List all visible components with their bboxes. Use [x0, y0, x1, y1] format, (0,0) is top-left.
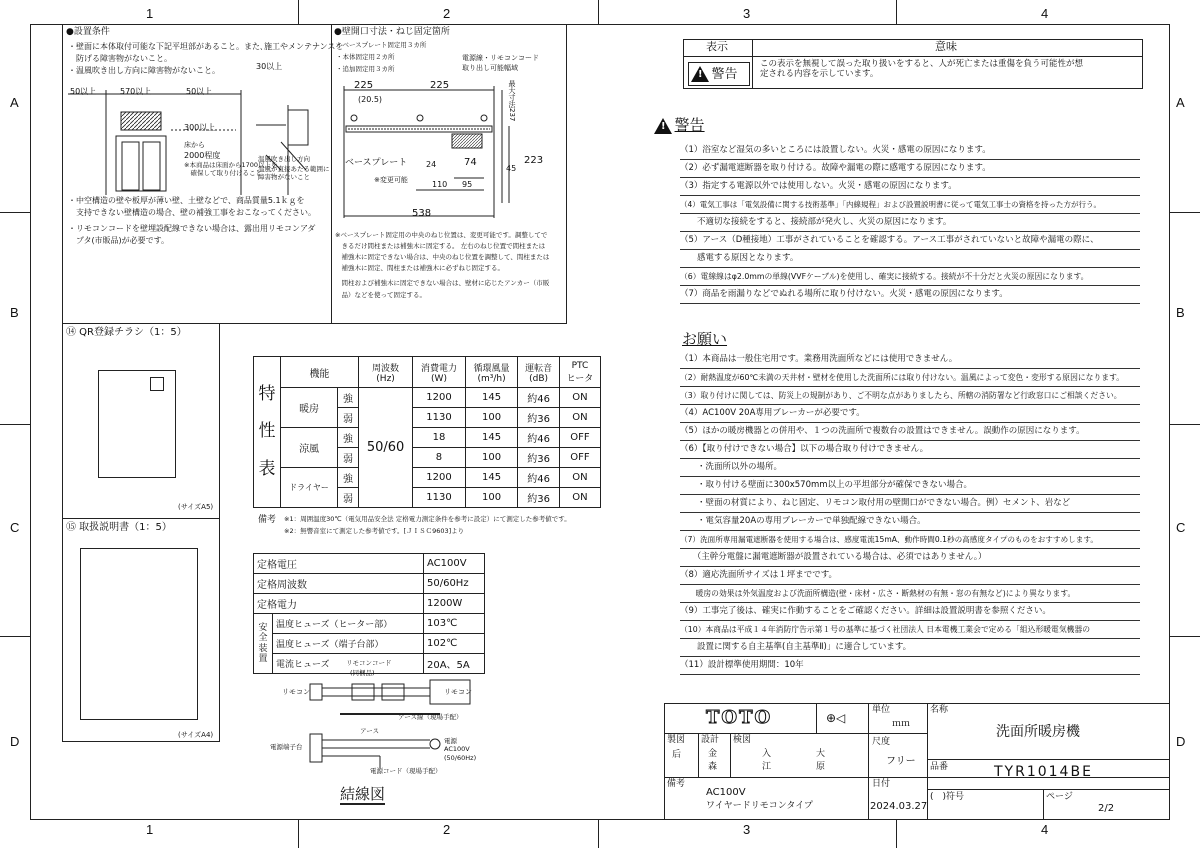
cord-note: 取り出し可能幅域: [462, 64, 518, 72]
request-item: ・取り付ける壁面に300x570mm以上の平坦部分が確保できない場合。: [680, 477, 1140, 495]
warning-title: [654, 117, 705, 134]
warning-item: （5）アース（D種接地）工事がされていることを確認する。アース工事がされていないと故障や漏電の際に、: [680, 232, 1140, 250]
ruler-col-1-bottom: 1: [146, 822, 154, 837]
request-item: （1）本商品は一般住宅用です。業務用洗面所などには使用できません。: [680, 351, 1140, 369]
wiring-earth: アース線（現場手配）: [398, 713, 463, 721]
base-plate-label: ベースプレート: [345, 158, 408, 168]
spec-ptc: OFF: [559, 428, 600, 448]
request-item: （4）AC100V 20A専用ブレーカーが必要です。: [680, 405, 1140, 423]
rating-key: 定格電圧: [254, 554, 424, 574]
spec-note: ※2：無響音室にて測定した参考値です。[ＪＩＳＣ9603]より: [284, 527, 465, 535]
spec-flow: 145: [465, 388, 518, 408]
ruler-row-a-right: A: [1176, 95, 1185, 110]
title-block-line: [868, 733, 928, 734]
wiring-remote-cord: (同梱品): [350, 669, 375, 677]
title-block-line: [730, 733, 731, 777]
dim-225-right: 225: [430, 80, 450, 91]
spec-header: PTC ヒータ: [559, 357, 600, 388]
wall-note: 品）などを使って固定する。: [335, 291, 426, 299]
ruler-tick: [1170, 636, 1200, 637]
spec-flow: 145: [465, 468, 518, 488]
legend-warning-label: 警告: [711, 67, 738, 82]
dim-225-left: 225: [354, 80, 374, 91]
spec-power: 1130: [413, 408, 466, 428]
dim-24: 24: [426, 160, 437, 169]
spec-ptc: ON: [559, 388, 600, 408]
ruler-row-b-left: B: [10, 305, 19, 320]
spec-noise: 約36: [518, 448, 560, 468]
request-item: 暖房の効果は外気温度および洗面所構造(壁・床材・広さ・断熱材の有無・窓の有無など)により異なります。: [680, 585, 1140, 603]
dim-237: 最大寸法237: [508, 80, 517, 122]
install-note: プタ(市販品)が必要です。: [68, 236, 170, 245]
product-name: 洗面所暖房機: [996, 724, 1080, 740]
manual-size: (サイズA4): [178, 731, 214, 739]
projection-symbol-icon: ⊕◁: [826, 711, 846, 725]
rating-side-label: 安 全 装 置: [254, 614, 273, 674]
wiring-earth2: アース: [360, 727, 379, 735]
ruler-tick: [0, 636, 30, 637]
ruler-row-a-left: A: [10, 95, 19, 110]
install-note: 防げる障害物がないこと。: [68, 54, 172, 63]
request-item: （9）工事完了後は、確実に作動することをご確認ください。詳細は設置説明書を参照ください。: [680, 603, 1140, 621]
check-label: 検図: [733, 735, 752, 745]
check-value: 入 江: [762, 749, 772, 772]
rating-value: 50/60Hz: [423, 574, 484, 594]
ruler-tick: [1170, 424, 1200, 425]
qr-size: (サイズA5): [178, 503, 214, 511]
request-item: （11）設計標準使用期間：10年: [680, 657, 1140, 675]
spec-ptc: ON: [559, 488, 600, 508]
wiring-remote: リモコン: [282, 688, 310, 696]
title-block-line: [698, 733, 699, 777]
ruler-col-3-bottom: 3: [743, 822, 751, 837]
ruler-col-2-bottom: 2: [443, 822, 451, 837]
rating-value: 1200W: [423, 594, 484, 614]
draft-value: 后: [672, 750, 682, 760]
note-label: 備考: [667, 779, 686, 789]
brand-logo: TOTO: [706, 707, 773, 728]
scale-label: 尺度: [872, 737, 891, 747]
rating-key: 定格電力: [254, 594, 424, 614]
warning-triangle-icon: [691, 66, 709, 82]
request-item: （10）本商品は平成１４年消防庁告示第１号の基準に基づく社団法人 日本電機工業会で定める「組込形暖電気機器の: [680, 621, 1140, 639]
request-item: （6）【取り付けできない場合】以下の場合取り付けできません。: [680, 441, 1140, 459]
wall-note: ※ベースプレート固定用の中央のねじ位置は、変更可能です。調整してで: [335, 231, 548, 239]
spec-group: 涼風: [281, 428, 338, 468]
request-item: （3）取り付けに関しては、防災上の規制があり、ご不明な点がありましたら、所轄の消防署など行政窓口にご相談ください。: [680, 387, 1140, 405]
wiring-remote-unit: リモコン: [444, 688, 472, 696]
dim-50-right: 50以上: [186, 87, 213, 96]
wall-note: きるだけ間柱または補強木に固定する。 左右のねじ位置で間柱または: [335, 242, 546, 250]
spec-header: 機能: [281, 357, 359, 388]
cord-note: 電源線・リモコンコード: [462, 54, 539, 62]
floor-note: ※本商品は床面から1700以上を: [184, 161, 278, 169]
rating-key: 温度ヒューズ（ヒーター部）: [273, 614, 424, 634]
airflow-note: 障害物がないこと: [258, 173, 310, 181]
ruler-tick: [298, 0, 299, 24]
spec-mode: 強: [338, 428, 359, 448]
wiring-remote-cord: リモコンコード: [346, 659, 392, 667]
request-item: （5）ほかの暖房機器との併用や、１つの洗面所で複数台の設置はできません。誤動作の原因になります。: [680, 423, 1140, 441]
warning-heading: 警告: [674, 116, 705, 134]
title-block-line: [927, 759, 1170, 760]
request-heading: お願い: [682, 330, 728, 348]
spec-flow: 100: [465, 488, 518, 508]
wall-note: 補強木に固定できない場合は、中央のねじ位置を調整して、間柱または: [335, 253, 550, 261]
spec-header: 循環風量 (m³/h): [465, 357, 518, 388]
rating-key: 温度ヒューズ（端子台部）: [273, 634, 424, 654]
spec-header: 周波数 (Hz): [358, 357, 412, 388]
dim-538: 538: [412, 208, 432, 219]
warning-item: 不適切な接続をすると、接続部が発火し、火災の原因になります。: [680, 214, 1140, 232]
ruler-tick: [896, 0, 897, 24]
name-label: 名称: [930, 705, 949, 715]
wiring-power: AC100V: [444, 745, 470, 753]
dim-95: 95: [462, 180, 473, 189]
page-value: 2/2: [1098, 803, 1115, 814]
wiring-power: (50/60Hz): [444, 754, 477, 762]
install-note: ・リモコンコードを壁埋設配線できない場合は、露出用リモコンアダ: [68, 224, 316, 233]
spec-group: 暖房: [281, 388, 338, 428]
rating-key: 定格周波数: [254, 574, 424, 594]
spec-power: 18: [413, 428, 466, 448]
part-label: 品番: [930, 762, 949, 772]
wiring-power: 電源: [444, 737, 457, 745]
dim-223: 223: [524, 155, 544, 166]
design-value: 金 森: [708, 749, 718, 772]
warning-item: （2）必ず漏電遮断器を取り付ける。故障や漏電の際に感電する原因になります。: [680, 160, 1140, 178]
spec-noise: 約46: [518, 468, 560, 488]
ruler-tick: [598, 820, 599, 848]
install-note: ・中空構造の壁や板厚が薄い壁、土壁などで、商品質量5.1ｋｇを: [68, 196, 305, 205]
wall-legend: ・ベースプレート固定用３カ所: [336, 41, 427, 49]
install-note: 支持できない壁構造の場合、壁の補強工事をおこなってください。: [68, 208, 316, 217]
legend-header: 表示: [706, 40, 728, 53]
ruler-tick: [0, 424, 30, 425]
rating-value: 103℃: [423, 614, 484, 634]
airflow-note: 温風吹き出し方向: [258, 155, 310, 163]
request-item: （2）耐熱温度が60℃未満の天井材・壁材を使用した洗面所には取り付けない。温風によって変色・変形する原因になります。: [680, 369, 1140, 387]
warning-item: （7）商品を雨漏りなどでぬれる場所に取り付けない。火災・感電の原因になります。: [680, 286, 1140, 304]
ruler-row-c-left: C: [10, 520, 20, 535]
ruler-tick: [0, 212, 30, 213]
ruler-row-c-right: C: [1176, 520, 1186, 535]
request-item: （主幹分電盤に漏電遮断器が設置されている場合は、必須ではありません。）: [680, 549, 1140, 567]
design-label: 設計: [701, 735, 720, 745]
request-item: ・電気容量20Aの専用ブレーカーで単独配線できない場合。: [680, 513, 1140, 531]
request-item: ・洗面所以外の場所。: [680, 459, 1140, 477]
manual-illustration: [80, 548, 198, 720]
spec-freq: 50/60: [358, 388, 412, 508]
wiring-terminal: 電源端子台: [270, 743, 303, 751]
spec-noise: 約46: [518, 388, 560, 408]
title-block-line: [1043, 789, 1044, 820]
rating-value: 20A、5A: [423, 654, 484, 674]
title-block-line: [868, 703, 869, 820]
draft-label: 製図: [667, 735, 686, 745]
floor-note: 2000程度: [184, 151, 221, 160]
date-label: 日付: [872, 779, 891, 789]
spec-mode: 弱: [338, 488, 359, 508]
spec-mode: 強: [338, 388, 359, 408]
wall-title: ●壁開口寸法・ねじ固定箇所: [334, 27, 450, 37]
spec-note-label: 備考: [258, 515, 277, 525]
unit-value: ｍｍ: [892, 719, 911, 729]
spec-power: 1200: [413, 388, 466, 408]
dim-20-5: (20.5): [358, 95, 383, 104]
legend-warning-symbol: [688, 62, 750, 86]
warning-item: （3）指定する電源以外では使用しない。火災・感電の原因になります。: [680, 178, 1140, 196]
part-number: TYR1014BE: [994, 764, 1093, 780]
ruler-tick: [598, 0, 599, 24]
spec-group: ドライヤー: [281, 468, 338, 508]
ruler-tick: [1170, 212, 1200, 213]
wiring-cord: 電源コード（現場手配）: [370, 767, 442, 775]
note-value: AC100V: [706, 787, 746, 798]
date-value: 2024.03.27: [870, 801, 928, 812]
spec-flow: 100: [465, 448, 518, 468]
dim-30: 30以上: [256, 62, 283, 71]
spec-mode: 弱: [338, 408, 359, 428]
ruler-col-4-top: 4: [1041, 6, 1049, 21]
install-title: ●設置条件: [66, 27, 110, 37]
unit-label: 単位: [872, 705, 891, 715]
dim-50-left: 50以上: [70, 87, 97, 96]
ruler-row-d-left: D: [10, 734, 20, 749]
dim-74: 74: [464, 157, 477, 168]
legend-header: 意味: [935, 40, 957, 53]
title-block-line: [816, 703, 817, 733]
spec-ptc: ON: [559, 408, 600, 428]
spec-note: ※1：周囲温度30℃（電気用品安全法 定格電力測定条件を参考に設定）にて測定した参考値です。: [284, 515, 571, 523]
warning-item: （1）浴室など湿気の多いところには設置しない。火災・感電の原因になります。: [680, 142, 1140, 160]
spec-side-label: 特 性 表: [254, 357, 281, 508]
ruler-row-d-right: D: [1176, 734, 1186, 749]
warning-item: 感電する原因となります。: [680, 250, 1140, 268]
spec-power: 8: [413, 448, 466, 468]
scale-value: フリー: [886, 756, 916, 767]
spec-mode: 強: [338, 468, 359, 488]
title-block-line: [927, 789, 1170, 790]
ruler-tick: [896, 820, 897, 848]
install-note: ・温風吹き出し方向に障害物がないこと。: [68, 66, 220, 75]
ruler-row-b-right: B: [1176, 305, 1185, 320]
spec-power: 1200: [413, 468, 466, 488]
request-item: ・壁面の材質により、ねじ固定、リモコン取付用の壁開口ができない場合。例）セメント、岩など: [680, 495, 1140, 513]
spec-noise: 約36: [518, 408, 560, 428]
spec-noise: 約36: [518, 488, 560, 508]
legend-divider: [752, 39, 753, 89]
rating-value: AC100V: [423, 554, 484, 574]
dim-110: 110: [432, 180, 448, 189]
spec-power: 1130: [413, 488, 466, 508]
dim-300: 300以上: [184, 123, 216, 132]
dim-45: 45: [506, 164, 517, 173]
ruler-tick: [298, 820, 299, 848]
legend-meaning: この表示を無視して誤った取り扱いをすると、人が死亡または重傷を負う可能性が想定される内容を示しています。: [760, 59, 1084, 79]
spec-header: 消費電力 (W): [413, 357, 466, 388]
warning-list: [680, 142, 1140, 304]
qr-code-icon: [150, 377, 164, 391]
floor-note: 確保して取り付けること: [184, 169, 262, 177]
rating-table: [253, 553, 485, 674]
page-label: ページ: [1046, 792, 1073, 802]
request-item: 設置に関する自主基準(自主基準Ⅱ)」に適合しています。: [680, 639, 1140, 657]
wiring-title: 結線図: [340, 786, 385, 805]
spec-noise: 約46: [518, 428, 560, 448]
note-value: ワイヤードリモコンタイプ: [706, 801, 813, 811]
ruler-col-3-top: 3: [743, 6, 751, 21]
qr-title: ⑭ QR登録チラシ（1：5）: [66, 327, 187, 338]
manual-title: ⑮ 取扱説明書（1：5）: [66, 522, 172, 533]
spec-ptc: OFF: [559, 448, 600, 468]
spec-ptc: ON: [559, 468, 600, 488]
floor-note: 床から: [184, 141, 205, 149]
airflow-note: 温風が直接あたる範囲に: [258, 165, 330, 173]
spec-header: 運転音 (dB): [518, 357, 560, 388]
warning-item: （6）電線線はφ2.0mmの単線(VVFケーブル)を使用し、確実に接続する。接続が不十分だと火災の原因になります。: [680, 268, 1140, 286]
install-note: ・壁面に本体取付可能な下記平坦部があること。また､施工やメンテナンスを: [68, 42, 344, 51]
request-list: [680, 351, 1140, 675]
request-item: （8）適応洗面所サイズは１坪までです。: [680, 567, 1140, 585]
check-value: 大 原: [816, 749, 826, 772]
rating-key: 電流ヒューズ: [273, 654, 424, 674]
warning-triangle-icon: [654, 118, 672, 134]
wall-legend: ・追加固定用３カ所: [336, 65, 395, 73]
change-label: ※変更可能: [374, 176, 408, 184]
wall-note: 間柱および補強木に固定できない場合は、壁材に応じたアンカー（市販: [335, 279, 550, 287]
qr-flyer-illustration: [98, 370, 176, 478]
symbol-label: ( )符号: [930, 792, 965, 802]
ruler-col-1-top: 1: [146, 6, 154, 21]
request-item: （7）洗面所専用漏電遮断器を使用する場合は、感度電流15mA、動作時間0.1秒の高感度タイプのものをおすすめします。: [680, 531, 1140, 549]
spec-flow: 145: [465, 428, 518, 448]
spec-flow: 100: [465, 408, 518, 428]
spec-table: [253, 356, 601, 508]
rating-value: 102℃: [423, 634, 484, 654]
wall-legend: ・本体固定用２カ所: [336, 53, 395, 61]
dim-570: 570以上: [120, 87, 152, 96]
spec-mode: 弱: [338, 448, 359, 468]
ruler-col-4-bottom: 4: [1041, 822, 1049, 837]
warning-item: （4）電気工事は「電気設備に関する技術基準」「内線規程」および設置説明書に従って電気工事士の資格を持った方が行う。: [680, 196, 1140, 214]
ruler-col-2-top: 2: [443, 6, 451, 21]
wall-note: 補強木に固定、間柱または補強木に必ずねじ固定する。: [335, 264, 504, 272]
